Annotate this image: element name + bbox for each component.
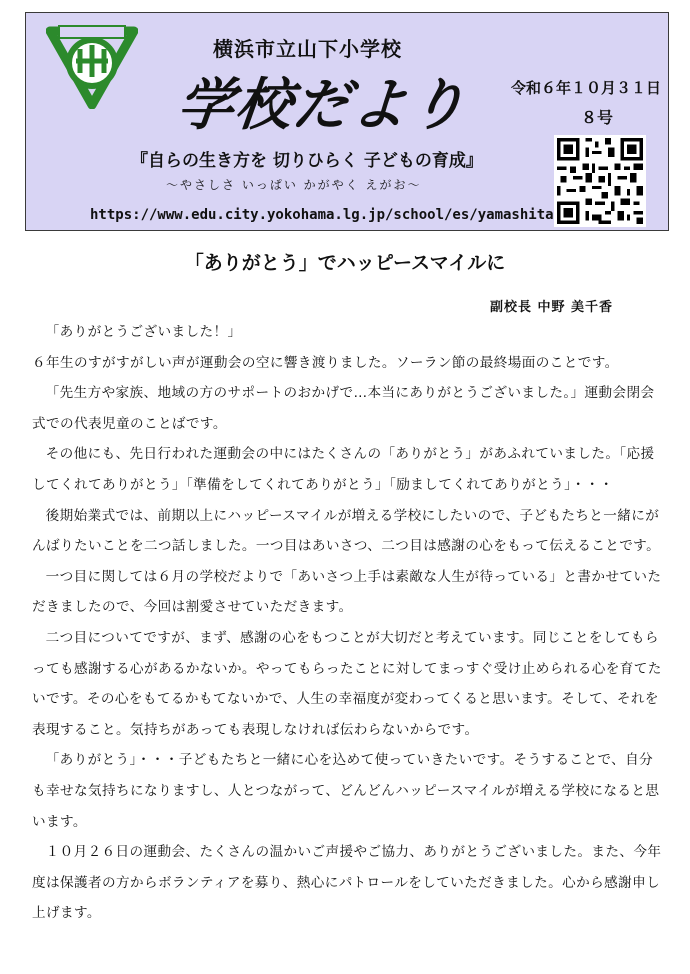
paragraph: １０月２６日の運動会、たくさんの温かいご声援やご協力、ありがとうございました。また、今年度は保護者の方からボランティアを募り、熱心にパトロールをしていただきました。心から感謝申し上げます。 bbox=[32, 844, 662, 922]
paragraph: その他にも、先日行われた運動会の中にはたくさんの「ありがとう」があふれていました。「応援してくれてありがとう」「準備をしてくれてありがとう」「励ましてくれてありがとう」・・・ bbox=[32, 446, 655, 493]
paragraph: 「先生方や家族、地域の方のサポートのおかげで…本当にありがとうございました。」運動会閉会式での代表児童のことばです。 bbox=[32, 385, 655, 432]
article-author: 副校長 中野 美千香 bbox=[490, 300, 614, 315]
paragraph: 「ありがとう」・・・子どもたちと一緒に心を込めて使っていきたいです。そうすることで、自分も幸せな気持ちになりますし、人とつながって、どんどんハッピースマイルが増える学校になると思います。 bbox=[32, 752, 660, 830]
newsletter-title: 学校だより bbox=[174, 73, 471, 138]
paragraph: 後期始業式では、前期以上にハッピースマイルが増える学校にしたいので、子どもたちと一緒にがんばりたいことを二つ話しました。一つ目はあいさつ、二つ目は感謝の心をもって伝えることです。 bbox=[32, 507, 661, 555]
paragraph: ６年生のすがすがしい声が運動会の空に響き渡りました。ソーラン節の最終場面のことです。 bbox=[32, 354, 619, 371]
qr-code-icon[interactable] bbox=[554, 135, 646, 227]
school-name: 横浜市立山下小学校 bbox=[213, 37, 402, 61]
article-title: 「ありがとう」でハッピースマイルに bbox=[184, 252, 506, 274]
issue-number: ８号 bbox=[581, 108, 614, 127]
paragraph: 一つ目に関しては６月の学校だよりで「あいさつ上手は素敵な人生が待っている」と書かせていただきましたので、今回は割愛させていただきます。 bbox=[32, 568, 662, 616]
school-sub-motto: ～やさしさ いっぱい かがやく えがお～ bbox=[166, 178, 422, 192]
article-body bbox=[32, 317, 662, 929]
school-url-link[interactable]: https://www.edu.city.yokohama.lg.jp/school/es/yamashita bbox=[90, 207, 554, 223]
school-motto: 『自らの生き方を 切りひらく 子どもの育成』 bbox=[131, 151, 483, 171]
issue-date: 令和６年１０月３１日 bbox=[511, 79, 662, 97]
paragraph: 二つ目についてですが、まず、感謝の心をもつことが大切だと考えています。同じことをしてもらっても感謝する心があるかないか。やってもらったことに対してまっすぐ受け止められる心を育てたいです。その心をもてるかもてないかで、人生の幸福度が変わってくると思います。そして、それを表現すること。気持ちがあっても表現しなければ伝わらないからです。 bbox=[32, 629, 662, 738]
newsletter-header bbox=[25, 12, 669, 231]
school-emblem-icon bbox=[46, 23, 138, 109]
paragraph: 「ありがとうございました！」 bbox=[45, 324, 242, 340]
